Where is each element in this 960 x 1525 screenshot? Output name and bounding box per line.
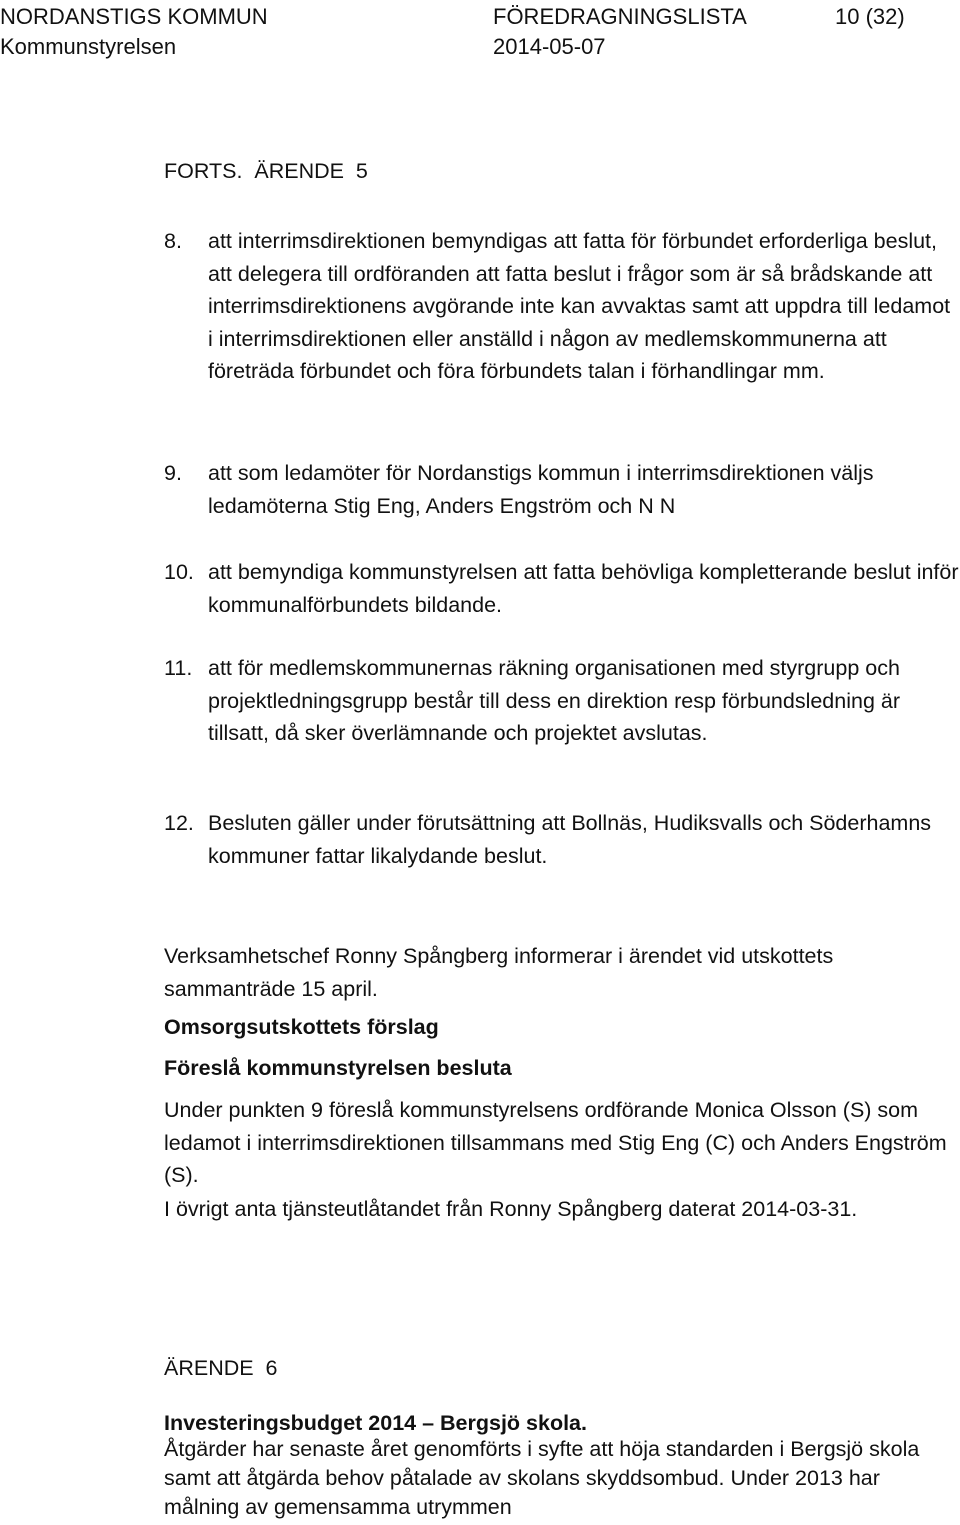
item-number: 10. <box>164 560 194 584</box>
item-text: att för medlemskommunernas räkning organisationen med styrgrupp och projektledningsgrupp består till dess en direktion resp förbundsledning är tillsatt, då sker överlämnande och projektet avslutas. <box>208 656 900 745</box>
next-case-text: Åtgärder har senaste året genomförts i syfte att höja standarden i Bergsjö skola samt att åtgärda behov påtalade av skolans skyddsombud. Under 2013 har målning av gemensamma utrymmen <box>164 1437 920 1519</box>
item-text: att interrimsdirektionen bemyndigas att fatta för förbundet erforderliga beslut, att delegera till ordföranden att fatta beslut i frågor som är så brådskande att interrimsdirektionens avgörande inte kan avvaktas samt att uppdra till ledamot i interrimsdirektionen eller anställd i någon av medlemskommunerna att företräda förbundet och föra förbundets talan i förhandlingar mm. <box>208 229 951 383</box>
item-text: att bemyndiga kommunstyrelsen att fatta behövliga kompletterande beslut inför kommunalförbundets bildande. <box>208 560 959 617</box>
item-number: 9. <box>164 461 182 485</box>
document-type: FÖREDRAGNINGSLISTA <box>493 4 747 29</box>
decision-paragraph-2: I övrigt anta tjänsteutlåtandet från Ronny Spångberg daterat 2014-03-31. <box>164 1197 858 1221</box>
proposal-heading: Omsorgsutskottets förslag <box>164 1015 439 1039</box>
decision-paragraph-1: Under punkten 9 föreslå kommunstyrelsens ordförande Monica Olsson (S) som ledamot i interrimsdirektionen tillsammans med Stig Eng (C) och Anders Engström (S). <box>164 1098 947 1187</box>
header-row-2 <box>0 30 960 64</box>
info-paragraph: Verksamhetschef Ronny Spångberg informerar i ärendet vid utskottets sammanträde 15 april. <box>164 944 834 1001</box>
next-case-title: Investeringsbudget 2014 – Bergsjö skola. <box>164 1411 587 1435</box>
decision-heading: Föreslå kommunstyrelsen besluta <box>164 1056 512 1080</box>
committee-name: Kommunstyrelsen <box>0 34 177 59</box>
item-number: 12. <box>164 811 194 835</box>
item-text: att som ledamöter för Nordanstigs kommun i interrimsdirektionen väljs ledamöterna Stig Eng, Anders Engström och N N <box>208 461 874 518</box>
header-row-1 <box>0 0 960 34</box>
continued-case-heading: FORTS. ÄRENDE 5 <box>164 159 368 183</box>
item-number: 8. <box>164 229 182 253</box>
item-number: 11. <box>164 656 193 680</box>
item-text: Besluten gäller under förutsättning att Bollnäs, Hudiksvalls och Söderhamns kommuner fattar likalydande beslut. <box>208 811 932 868</box>
organization-name: NORDANSTIGS KOMMUN <box>0 4 268 29</box>
page-number: 10 (32) <box>835 4 905 29</box>
meeting-date: 2014-05-07 <box>493 34 606 59</box>
next-case-heading: ÄRENDE 6 <box>164 1356 278 1380</box>
